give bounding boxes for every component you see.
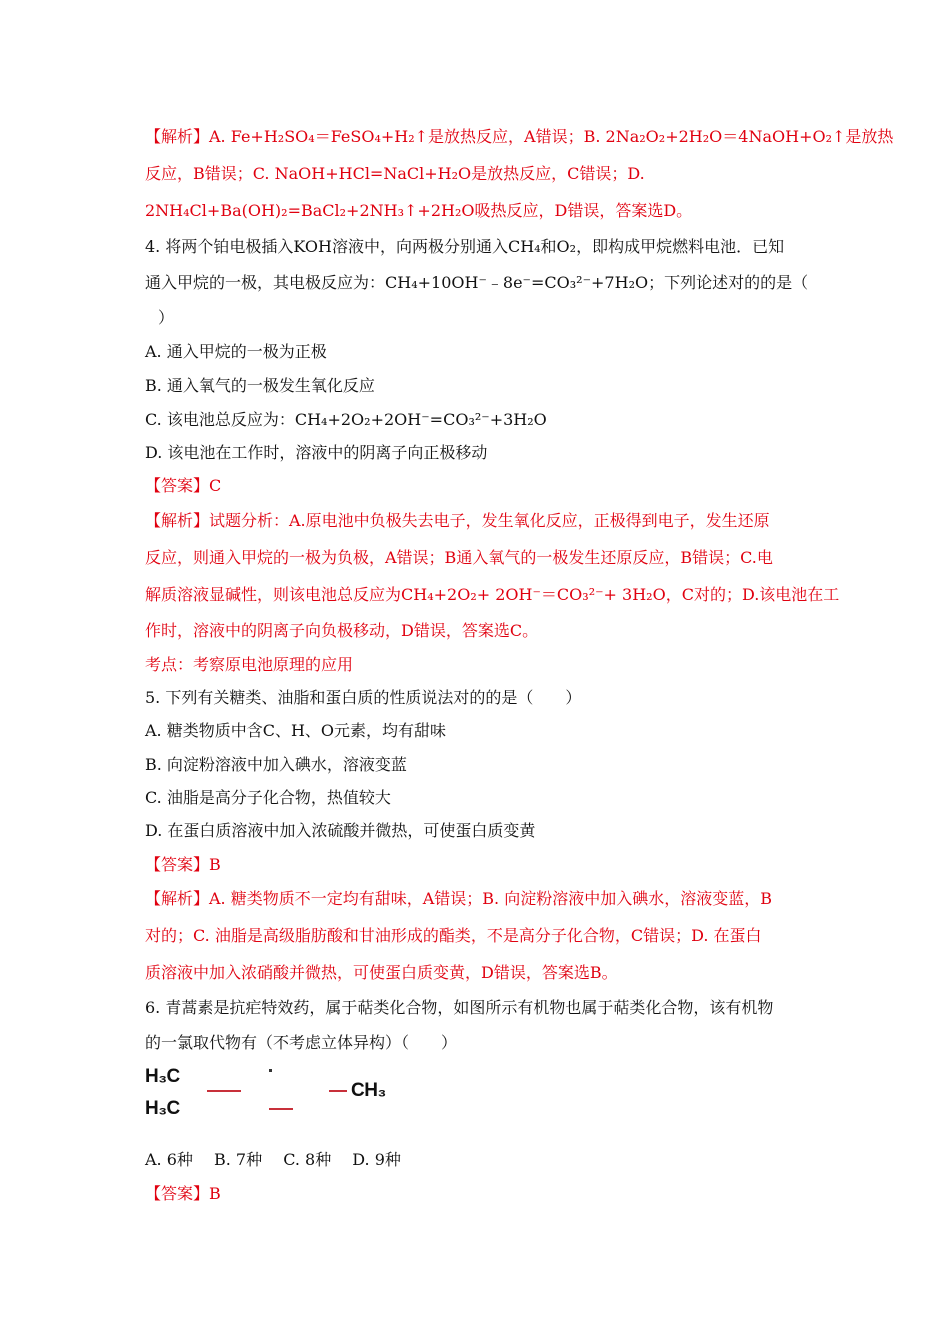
molecule-structure-figure: [145, 1064, 405, 1124]
structure-bond-middle: [269, 1108, 293, 1110]
q5-option-a: A. 糖类物质中含C、H、O元素，均有甜味: [145, 721, 447, 740]
structure-bond-left: [207, 1090, 241, 1092]
q3-analysis-line-3: 2NH₄Cl+Ba(OH)₂=BaCl₂+2NH₃↑+2H₂O吸热反应，D错误，答案选D。: [145, 201, 693, 220]
structure-label-h3c-bottom: H₃C: [145, 1098, 180, 1119]
q4-analysis-line-2: 反应，则通入甲烷的一极为负极，A错误；B通入氧气的一极发生还原反应，B错误；C.电: [145, 548, 773, 567]
q5-answer: 【答案】B: [145, 855, 221, 874]
q6-stem-line-1: 6. 青蒿素是抗疟特效药，属于萜类化合物，如图所示有机物也属于萜类化合物，该有机物: [145, 998, 774, 1017]
q4-option-b: B. 通入氧气的一极发生氧化反应: [145, 376, 375, 395]
q5-option-b: B. 向淀粉溶液中加入碘水，溶液变蓝: [145, 755, 407, 774]
q5-option-d: D. 在蛋白质溶液中加入浓硫酸并微热，可使蛋白质变黄: [145, 821, 536, 840]
q4-analysis-line-4: 作时，溶液中的阴离子向负极移动，D错误，答案选C。: [145, 621, 539, 640]
q3-analysis-line-2: 反应，B错误；C. NaOH+HCl=NaCl+H₂O是放热反应，C错误；D.: [145, 164, 645, 183]
q3-analysis-line-1: [145, 127, 894, 147]
q4-option-c: C. 该电池总反应为：CH₄+2O₂+2OH⁻=CO₃²⁻+3H₂O: [145, 410, 547, 429]
structure-atom-dot: [269, 1069, 272, 1072]
q4-stem-line-1: 4. 将两个铂电极插入KOH溶液中，向两极分别通入CH₄和O₂，即构成甲烷燃料电池．已知: [145, 237, 785, 256]
q3-analysis-text-1: 【解析】A. Fe+H₂SO₄＝FeSO₄+H₂↑是放热反应，A错误；B. 2Na₂O₂+2H₂O＝4NaOH+O₂↑是放热: [145, 127, 894, 146]
q4-stem-line-3: ）: [158, 308, 175, 327]
q5-stem: 5. 下列有关糖类、油脂和蛋白质的性质说法对的的是（ ）: [145, 688, 582, 707]
q6-stem-line-2: 的一氯取代物有（不考虑立体异构）（ ）: [145, 1033, 458, 1052]
q4-exam-point: 考点：考察原电池原理的应用: [145, 655, 354, 674]
structure-label-h3c-top: H₃C: [145, 1066, 180, 1087]
q5-analysis-line-1: 【解析】A. 糖类物质不一定均有甜味，A错误；B. 向淀粉溶液中加入碘水，溶液变蓝，B: [145, 889, 772, 908]
q5-analysis-line-3: 质溶液中加入浓硝酸并微热，可使蛋白质变黄，D错误，答案选B。: [145, 963, 618, 982]
q4-analysis-line-3: 解质溶液显碱性，则该电池总反应为CH₄+2O₂+ 2OH⁻＝CO₃²⁻+ 3H₂O，C对的；D.该电池在工: [145, 585, 840, 604]
structure-label-ch3: CH₃: [351, 1080, 386, 1101]
structure-bond-right: [329, 1090, 347, 1092]
q4-option-d: D. 该电池在工作时，溶液中的阴离子向正极移动: [145, 443, 488, 462]
q6-answer: 【答案】B: [145, 1184, 221, 1203]
q4-stem-line-2: 通入甲烷的一极，其电极反应为：CH₄+10OH⁻﹣8e⁻=CO₃²⁻+7H₂O；下列论述对的的是（: [145, 273, 809, 292]
q6-options: A. 6种 B. 7种 C. 8种 D. 9种: [145, 1150, 401, 1169]
q4-analysis-line-1: 【解析】试题分析：A.原电池中负极失去电子，发生氧化反应，正极得到电子，发生还原: [145, 511, 770, 530]
q5-option-c: C. 油脂是高分子化合物，热值较大: [145, 788, 391, 807]
q4-option-a: A. 通入甲烷的一极为正极: [145, 342, 327, 361]
q4-answer: 【答案】C: [145, 476, 222, 495]
q5-analysis-line-2: 对的；C. 油脂是高级脂肪酸和甘油形成的酯类，不是高分子化合物，C错误；D. 在蛋白: [145, 926, 762, 945]
